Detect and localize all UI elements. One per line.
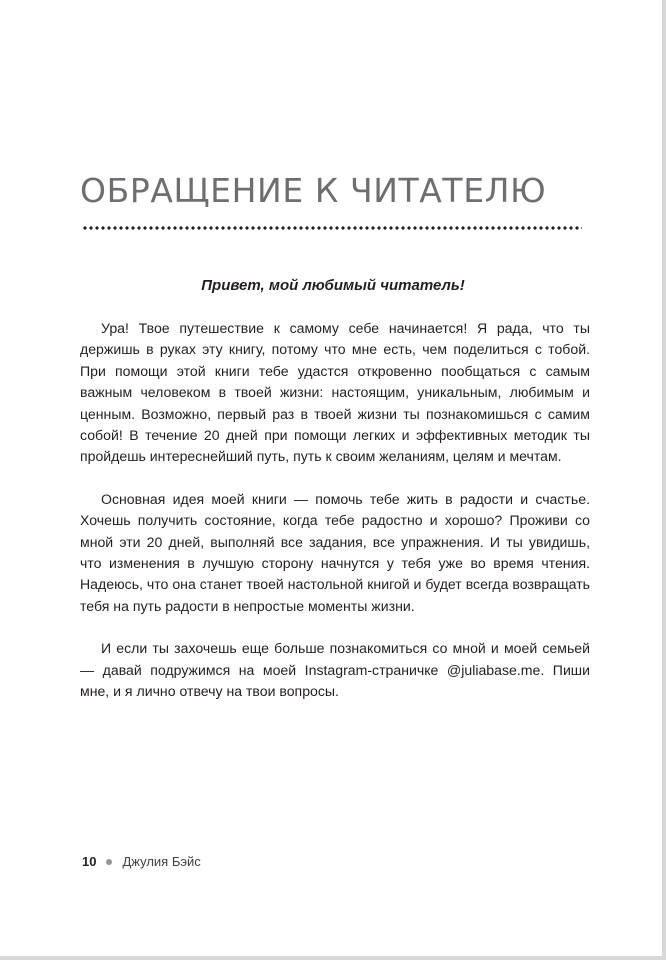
page-number: 10 bbox=[82, 854, 97, 869]
bullet-dot-icon bbox=[106, 859, 112, 865]
body-text bbox=[80, 318, 590, 724]
page-footer bbox=[82, 854, 201, 869]
greeting-heading: Привет, мой любимый читатель! bbox=[201, 277, 465, 294]
dotted-divider bbox=[82, 226, 582, 230]
paragraph-intro: Ура! Твое путешествие к самому себе начинается! Я рада, что ты держишь в руках эту книгу, потому что мне есть, чем поделиться с тобой. При помощи этой книги тебе удастся откровенно пообщаться с самым важным человеком в твоей жизни: настоящим, уникальным, любимым и ценным. Возможно, первый раз в твоей жизни ты познакомишься с самим собой! В течение 20 дней при помощи легких и эффективных методик ты пройдешь интереснейший путь, путь к своим желаниям, целям и мечтам. bbox=[80, 320, 590, 465]
author-name: Джулия Бэйс bbox=[122, 854, 201, 869]
chapter-title: ОБРАЩЕНИЕ К ЧИТАТЕЛЮ bbox=[80, 171, 547, 210]
paragraph-instagram: И если ты захочешь еще больше познакомиться со мной и моей семьей — давай подружимся на моей Instagram-страничке @juliabase.me. Пиши мне, и я лично отвечу на твои вопросы. bbox=[80, 640, 590, 700]
paragraph-main-idea: Основная идея моей книги — помочь тебе жить в радости и счастье. Хочешь получить состояние, когда тебе радостно и хорошо? Проживи со мной эти 20 дней, выполняй все задания, все упражнения. И ты увидишь, что изменения в лучшую сторону начнутся у тебя уже во время чтения. Надеюсь, что она станет твоей настольной книгой и будет всегда возвращать тебя на путь радости в непростые моменты жизни. bbox=[80, 490, 590, 614]
